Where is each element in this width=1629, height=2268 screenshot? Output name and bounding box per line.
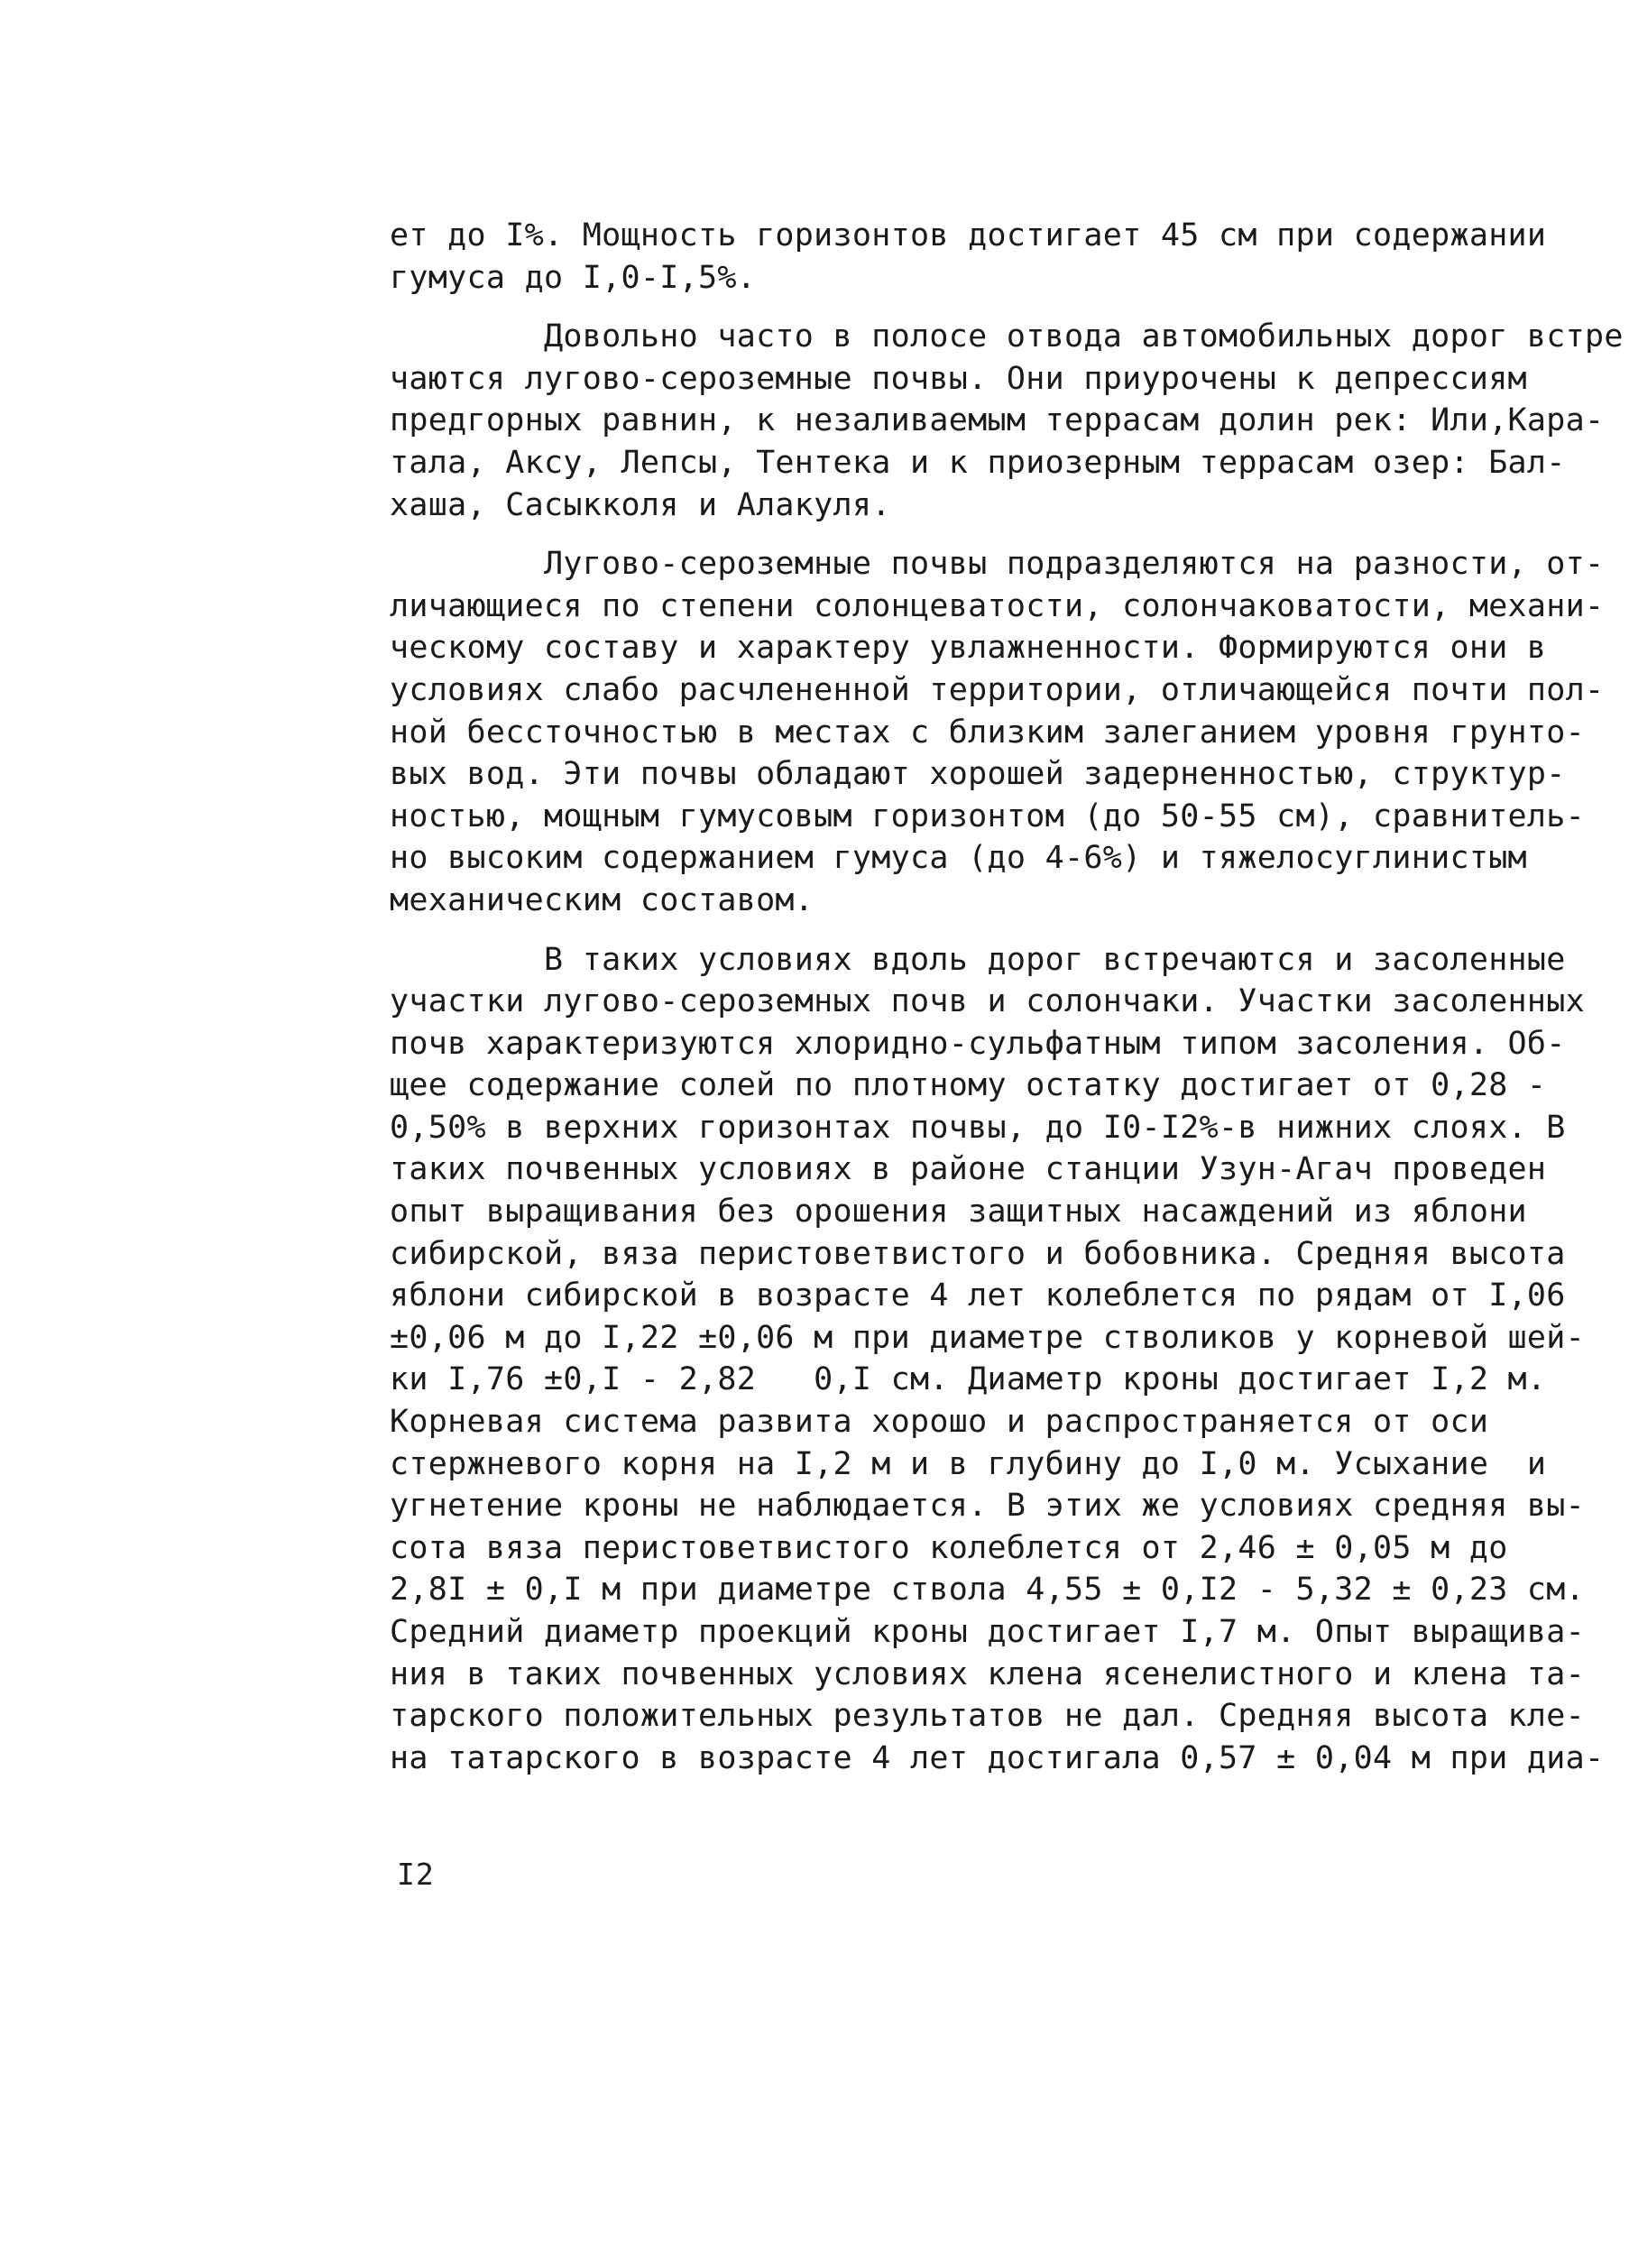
text-line: чаются лугово-сероземные почвы. Они приурочены к депрессиям xyxy=(390,360,1527,397)
text-line: ной бессточностью в местах с близким залеганием уровня грунто- xyxy=(390,714,1586,751)
text-line: ческому составу и характеру увлажненности. Формируются они в xyxy=(390,630,1547,667)
text-line: почв характеризуются хлоридно-сульфатным типом засоления. Об- xyxy=(390,1025,1566,1062)
text-line: Средний диаметр проекций кроны достигает I,7 м. Опыт выращива- xyxy=(390,1614,1586,1650)
text-line: щее содержание солей по плотному остатку достигает от 0,28 - xyxy=(390,1067,1547,1104)
text-line: на татарского в возрасте 4 лет достигала 0,57 ± 0,04 м при диа- xyxy=(390,1739,1605,1776)
text-line: яблони сибирской в возрасте 4 лет колеблется по рядам от I,06 xyxy=(390,1277,1566,1314)
text-line: Лугово-сероземные почвы подразделяются на разности, от- xyxy=(390,546,1605,583)
paragraph-gap xyxy=(390,922,1508,939)
text-line: ет до I%. Мощность горизонтов достигает 45 см при содержании xyxy=(390,217,1547,254)
text-line: гумуса до I,0-I,5%. xyxy=(390,259,757,296)
text-line: сота вяза перистоветвистого колеблется от 2,46 ± 0,05 м до xyxy=(390,1529,1508,1566)
text-line: В таких условиях вдоль дорог встречаются и засоленные xyxy=(390,941,1566,978)
paragraph-gap xyxy=(390,299,1508,316)
text-line: 2,8I ± 0,I м при диаметре ствола 4,55 ± 0,I2 - 5,32 ± 0,23 см. xyxy=(390,1572,1586,1609)
paragraph-gap xyxy=(390,526,1508,543)
text-line: ностью, мощным гумусовым горизонтом (до 50-55 см), сравнитель- xyxy=(390,797,1586,834)
text-line: стержневого корня на I,2 м и в глубину до I,0 м. Усыхание и xyxy=(390,1445,1547,1482)
text-line: опыт выращивания без орошения защитных насаждений из яблони xyxy=(390,1194,1527,1231)
text-line: Довольно часто в полосе отвода автомобильных дорог встре xyxy=(390,318,1624,355)
text-line: предгорных равнин, к незаливаемым террасам долин рек: Или,Кара- xyxy=(390,402,1605,439)
text-line: 0,50% в верхних горизонтах почвы, до I0-I2%-в нижних слоях. В xyxy=(390,1109,1566,1146)
text-line: механическим составом. xyxy=(390,881,814,918)
text-line: таких почвенных условиях в районе станции Узун-Агач проведен xyxy=(390,1151,1547,1188)
text-line: ния в таких почвенных условиях клена ясенелистного и клена та- xyxy=(390,1655,1586,1692)
text-line: но высоким содержанием гумуса (до 4-6%) и тяжелосуглинистым xyxy=(390,840,1527,877)
body-text xyxy=(390,215,1624,1779)
text-line: условиях слабо расчлененной территории, отличающейся почти пол- xyxy=(390,671,1605,708)
text-line: хаша, Сасыкколя и Алакуля. xyxy=(390,486,891,523)
text-line: угнетение кроны не наблюдается. В этих же условиях средняя вы- xyxy=(390,1488,1586,1525)
page-number: I2 xyxy=(397,1857,435,1892)
text-line: сибирской, вяза перистоветвистого и бобовника. Средняя высота xyxy=(390,1235,1566,1272)
text-line: вых вод. Эти почвы обладают хорошей задерненностью, структур- xyxy=(390,756,1566,793)
text-line: личающиеся по степени солонцеватости, солончаковатости, механи- xyxy=(390,587,1605,624)
text-line: тарского положительных результатов не дал. Средняя высота кле- xyxy=(390,1698,1586,1735)
text-line: тала, Аксу, Лепсы, Тентека и к приозерным террасам озер: Бал- xyxy=(390,444,1566,481)
text-line: ки I,76 ±0,I - 2,82 0,I см. Диаметр кроны достигает I,2 м. xyxy=(390,1361,1547,1398)
text-line: участки лугово-сероземных почв и солончаки. Участки засоленных xyxy=(390,983,1586,1020)
text-line: ±0,06 м до I,22 ±0,06 м при диаметре стволиков у корневой шей- xyxy=(390,1319,1586,1356)
text-line: Корневая система развита хорошо и распространяется от оси xyxy=(390,1404,1489,1441)
